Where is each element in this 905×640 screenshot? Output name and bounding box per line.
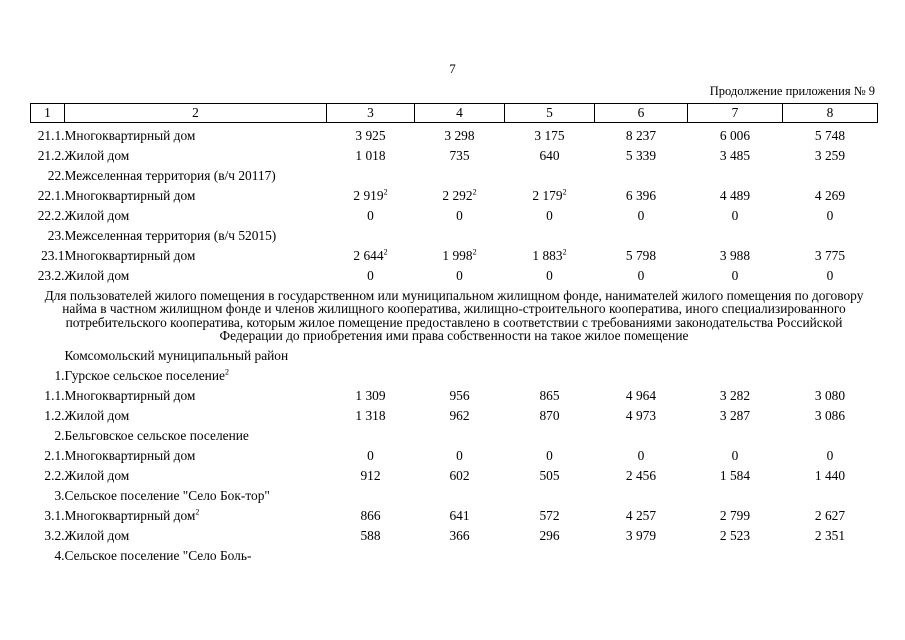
value-cell <box>688 229 783 249</box>
value-text: 0 <box>456 208 463 223</box>
row-label <box>65 249 327 269</box>
value-cell <box>595 189 688 209</box>
row-number: 1.2. <box>44 407 65 423</box>
value-cell <box>327 229 415 249</box>
row-label-text: Сельское поселение "Село Боль- <box>64 547 252 563</box>
row-label-text: Многоквартирный дом <box>64 188 196 203</box>
value-cell <box>505 509 595 529</box>
value-text: 5 748 <box>814 128 846 143</box>
value-text: 3 086 <box>814 407 846 423</box>
value-cell <box>415 209 505 229</box>
value-text: 2 179 <box>532 188 563 203</box>
row-label-text: Жилой дом <box>64 148 130 163</box>
value-text: 1 309 <box>355 387 386 403</box>
row-label <box>65 209 327 229</box>
value-cell <box>783 369 878 389</box>
table-row <box>31 469 878 489</box>
value-text: 1 998 <box>442 248 473 263</box>
value-text: 0 <box>456 268 463 283</box>
value-cell <box>327 269 415 289</box>
row-label-text: Межселенная территория (в/ч 52015) <box>64 228 277 243</box>
footnote-mark: 2 <box>195 507 200 517</box>
value-cell <box>688 129 783 149</box>
value-cell <box>688 509 783 529</box>
row-label-text: Многоквартирный дом <box>64 507 196 523</box>
value-cell <box>327 549 415 569</box>
tariff-table <box>30 103 878 569</box>
value-cell <box>505 209 595 229</box>
row-label-text: Гурское сельское поселение <box>64 367 225 383</box>
value-text: 3 282 <box>719 387 751 403</box>
value-text: 912 <box>360 467 381 483</box>
row-label <box>65 269 327 289</box>
row-number: 23. <box>47 228 65 243</box>
value-cell <box>783 429 878 449</box>
value-text: 3 988 <box>719 248 751 263</box>
value-text: 0 <box>367 208 374 223</box>
value-cell <box>688 409 783 429</box>
value-cell <box>595 389 688 409</box>
value-cell <box>327 389 415 409</box>
value-cell <box>783 489 878 509</box>
value-cell <box>505 429 595 449</box>
row-number: 23.2. <box>37 268 65 283</box>
value-text: 0 <box>546 208 553 223</box>
value-cell <box>595 269 688 289</box>
value-text: 296 <box>539 527 560 543</box>
value-cell <box>415 189 505 209</box>
value-text: 0 <box>637 208 645 223</box>
row-number: 4. <box>54 547 65 563</box>
table-row <box>31 369 878 389</box>
value-cell <box>505 469 595 489</box>
value-cell <box>688 489 783 509</box>
table-row <box>31 169 878 189</box>
row-label <box>65 149 327 169</box>
value-cell <box>595 209 688 229</box>
value-cell <box>595 129 688 149</box>
row-label-text: Бельговское сельское поселение <box>64 427 249 443</box>
value-cell <box>595 449 688 469</box>
value-cell <box>505 389 595 409</box>
value-text: 4 964 <box>625 387 657 403</box>
value-cell <box>415 229 505 249</box>
row-label <box>65 429 327 449</box>
row-label-text: Жилой дом <box>64 467 130 483</box>
value-text: 0 <box>826 268 834 283</box>
value-text: 2 799 <box>719 507 751 523</box>
value-text: 0 <box>826 447 834 463</box>
row-label-text: Жилой дом <box>64 407 130 423</box>
value-cell <box>505 249 595 269</box>
value-cell <box>505 169 595 189</box>
value-cell <box>505 549 595 569</box>
row-number: 22.1. <box>37 188 65 203</box>
row-label-text: Многоквартирный дом <box>64 128 196 143</box>
row-number <box>31 349 65 369</box>
row-number: 23.1 <box>41 248 65 263</box>
value-cell <box>415 349 505 369</box>
value-cell <box>505 369 595 389</box>
value-text: 0 <box>826 208 834 223</box>
row-number: 22.2. <box>37 208 65 223</box>
column-header-row <box>31 104 878 123</box>
value-text: 866 <box>360 507 381 523</box>
row-label-text: Межселенная территория (в/ч 20117) <box>64 168 276 183</box>
row-number: 21.1. <box>37 128 65 143</box>
value-text: 0 <box>546 447 553 463</box>
value-cell <box>688 169 783 189</box>
row-number: 21.2. <box>37 148 65 163</box>
value-cell <box>783 169 878 189</box>
value-text: 2 627 <box>814 507 846 523</box>
value-text: 0 <box>367 268 374 283</box>
value-cell <box>415 469 505 489</box>
value-cell <box>783 129 878 149</box>
value-text: 865 <box>539 387 560 403</box>
row-label <box>65 369 327 389</box>
value-text: 0 <box>546 268 553 283</box>
value-cell <box>595 349 688 369</box>
section-heading: Для пользователей жилого помещения в государственном или муниципальном жилищном фонде, нанимателей жилого помещения по договору найма в частном жилищном фонде и членов жилищного кооператива, жилищно-строительного кооператива, иного специализированного потребительского кооператива, которым жилое помещение предоставлено в соответствии с требованиями законодательства Российской Федерации до приобретения ими права собственности на такое жилое помещение <box>44 288 864 344</box>
value-cell <box>327 449 415 469</box>
value-cell <box>595 549 688 569</box>
value-cell <box>595 429 688 449</box>
value-cell <box>783 389 878 409</box>
table-row <box>31 349 878 369</box>
value-cell <box>327 369 415 389</box>
row-label-text: Жилой дом <box>64 268 130 283</box>
row-number: 22. <box>47 168 65 183</box>
section-heading-row <box>31 289 878 349</box>
value-cell <box>783 269 878 289</box>
value-cell <box>783 469 878 489</box>
value-text: 2 644 <box>353 248 384 263</box>
row-number: 3.1. <box>44 507 65 523</box>
value-cell <box>783 209 878 229</box>
value-cell <box>415 129 505 149</box>
value-cell <box>327 469 415 489</box>
value-cell <box>505 489 595 509</box>
value-text: 2 456 <box>625 467 657 483</box>
value-text: 2 292 <box>442 188 473 203</box>
value-cell <box>595 469 688 489</box>
header-cell-6: 6 <box>595 104 688 123</box>
value-text: 735 <box>449 148 470 163</box>
row-label <box>65 129 327 149</box>
table-row <box>31 189 878 209</box>
value-cell <box>783 189 878 209</box>
value-text: 0 <box>731 208 739 223</box>
header-cell-7: 7 <box>688 104 783 123</box>
header-cell-2: 2 <box>65 104 327 123</box>
value-text: 505 <box>539 467 560 483</box>
value-cell <box>505 229 595 249</box>
value-cell <box>783 549 878 569</box>
value-cell <box>595 169 688 189</box>
value-cell <box>327 349 415 369</box>
header-cell-1: 1 <box>31 104 65 123</box>
value-cell <box>327 149 415 169</box>
row-label-text: Жилой дом <box>64 527 130 543</box>
value-cell <box>783 449 878 469</box>
value-cell <box>688 209 783 229</box>
row-label-text: Комсомольский муниципальный район <box>64 347 289 363</box>
footnote-mark: 2 <box>562 247 567 257</box>
value-cell <box>783 229 878 249</box>
value-cell <box>327 249 415 269</box>
value-cell <box>415 509 505 529</box>
row-label-text: Многоквартирный дом <box>64 447 196 463</box>
value-cell <box>415 489 505 509</box>
table-row <box>31 529 878 549</box>
value-cell <box>415 369 505 389</box>
header-cell-8: 8 <box>783 104 878 123</box>
value-text: 870 <box>539 407 560 423</box>
value-text: 4 269 <box>814 188 846 203</box>
value-text: 1 318 <box>355 407 386 423</box>
value-cell <box>415 429 505 449</box>
table-row <box>31 389 878 409</box>
value-cell <box>783 149 878 169</box>
value-text: 0 <box>456 447 463 463</box>
value-text: 0 <box>637 268 645 283</box>
value-text: 3 175 <box>534 128 565 143</box>
value-text: 0 <box>731 447 739 463</box>
table-row <box>31 409 878 429</box>
page-number: 7 <box>449 61 456 76</box>
value-text: 2 351 <box>814 527 846 543</box>
value-cell <box>415 249 505 269</box>
table-row <box>31 209 878 229</box>
header-cell-3: 3 <box>327 104 415 123</box>
value-cell <box>415 549 505 569</box>
value-text: 3 259 <box>814 148 846 163</box>
value-text: 8 237 <box>625 128 657 143</box>
value-text: 4 973 <box>625 407 657 423</box>
value-cell <box>327 189 415 209</box>
row-number: 3.2. <box>44 527 65 543</box>
row-label-text: Жилой дом <box>64 208 130 223</box>
table-row <box>31 429 878 449</box>
footnote-mark: 2 <box>562 187 567 197</box>
row-number: 3. <box>54 487 65 503</box>
value-text: 2 919 <box>353 188 384 203</box>
value-cell <box>505 449 595 469</box>
table-row <box>31 249 878 269</box>
value-text: 0 <box>637 447 645 463</box>
value-cell <box>505 409 595 429</box>
footnote-mark: 2 <box>472 247 477 257</box>
value-text: 572 <box>539 507 560 523</box>
row-number: 1.1. <box>44 387 65 403</box>
row-number: 2.1. <box>44 447 65 463</box>
value-text: 3 979 <box>625 527 657 543</box>
row-label <box>65 549 327 569</box>
header-cell-5: 5 <box>505 104 595 123</box>
table-row <box>31 269 878 289</box>
value-text: 1 018 <box>355 148 386 163</box>
row-label <box>65 229 327 249</box>
row-label <box>65 469 327 489</box>
table-row <box>31 489 878 509</box>
value-text: 5 798 <box>625 248 657 263</box>
value-text: 962 <box>449 407 470 423</box>
value-cell <box>783 529 878 549</box>
footnote-mark: 2 <box>224 367 229 377</box>
value-cell <box>595 489 688 509</box>
value-text: 6 396 <box>625 188 657 203</box>
value-text: 3 775 <box>814 248 846 263</box>
value-cell <box>505 129 595 149</box>
value-cell <box>327 429 415 449</box>
row-label-text: Сельское поселение "Село Бок-тор" <box>64 487 270 503</box>
footnote-mark: 2 <box>472 187 477 197</box>
value-cell <box>327 509 415 529</box>
value-cell <box>327 529 415 549</box>
value-text: 6 006 <box>719 128 751 143</box>
row-label <box>65 169 327 189</box>
value-text: 366 <box>449 527 470 543</box>
value-cell <box>415 449 505 469</box>
row-label <box>65 409 327 429</box>
value-text: 5 339 <box>625 148 657 163</box>
value-text: 3 298 <box>444 128 475 143</box>
value-cell <box>688 149 783 169</box>
value-cell <box>505 269 595 289</box>
value-cell <box>415 149 505 169</box>
value-cell <box>783 509 878 529</box>
value-cell <box>688 429 783 449</box>
value-text: 2 523 <box>719 527 751 543</box>
table-row <box>31 549 878 569</box>
value-cell <box>505 529 595 549</box>
value-cell <box>505 189 595 209</box>
row-label <box>65 529 327 549</box>
value-cell <box>688 449 783 469</box>
value-text: 0 <box>367 447 374 463</box>
value-cell <box>595 369 688 389</box>
value-text: 3 287 <box>719 407 751 423</box>
row-number: 1. <box>54 367 65 383</box>
value-cell <box>505 349 595 369</box>
value-cell <box>688 549 783 569</box>
value-text: 0 <box>731 268 739 283</box>
value-cell <box>595 509 688 529</box>
row-label <box>65 349 327 369</box>
value-text: 956 <box>449 387 470 403</box>
value-cell <box>688 249 783 269</box>
value-cell <box>327 409 415 429</box>
header-cell-4: 4 <box>415 104 505 123</box>
value-cell <box>595 229 688 249</box>
value-cell <box>688 389 783 409</box>
table-row <box>31 149 878 169</box>
appendix-caption: Продолжение приложения № 9 <box>709 84 875 98</box>
value-cell <box>415 169 505 189</box>
value-text: 641 <box>449 507 470 523</box>
value-text: 1 584 <box>719 467 751 483</box>
value-text: 640 <box>539 148 560 163</box>
row-label <box>65 189 327 209</box>
value-cell <box>505 149 595 169</box>
table-row <box>31 229 878 249</box>
value-cell <box>415 529 505 549</box>
value-text: 4 489 <box>719 188 751 203</box>
value-cell <box>783 249 878 269</box>
table-row <box>31 509 878 529</box>
value-cell <box>688 269 783 289</box>
value-text: 4 257 <box>625 507 657 523</box>
row-label <box>65 449 327 469</box>
row-label <box>65 389 327 409</box>
value-cell <box>688 529 783 549</box>
value-cell <box>327 209 415 229</box>
value-cell <box>688 369 783 389</box>
value-text: 1 883 <box>532 248 563 263</box>
footnote-mark: 2 <box>383 187 388 197</box>
row-number: 2.2. <box>44 467 65 483</box>
table-row <box>31 449 878 469</box>
value-cell <box>688 189 783 209</box>
row-label <box>65 509 327 529</box>
row-label-text: Многоквартирный дом <box>64 248 196 263</box>
value-text: 1 440 <box>814 467 846 483</box>
footnote-mark: 2 <box>383 247 388 257</box>
value-cell <box>595 529 688 549</box>
value-cell <box>327 489 415 509</box>
value-cell <box>783 349 878 369</box>
value-cell <box>595 249 688 269</box>
value-text: 3 485 <box>719 148 751 163</box>
value-cell <box>415 409 505 429</box>
row-label-text: Многоквартирный дом <box>64 387 196 403</box>
value-text: 3 925 <box>355 128 386 143</box>
row-label <box>65 489 327 509</box>
value-cell <box>327 129 415 149</box>
value-cell <box>595 149 688 169</box>
value-text: 588 <box>360 527 381 543</box>
table-row <box>31 129 878 149</box>
value-cell <box>688 469 783 489</box>
value-cell <box>415 269 505 289</box>
value-cell <box>783 409 878 429</box>
value-text: 3 080 <box>814 387 846 403</box>
value-cell <box>415 389 505 409</box>
row-number: 2. <box>54 427 65 443</box>
value-cell <box>688 349 783 369</box>
value-text: 602 <box>449 467 470 483</box>
value-cell <box>327 169 415 189</box>
value-cell <box>595 409 688 429</box>
